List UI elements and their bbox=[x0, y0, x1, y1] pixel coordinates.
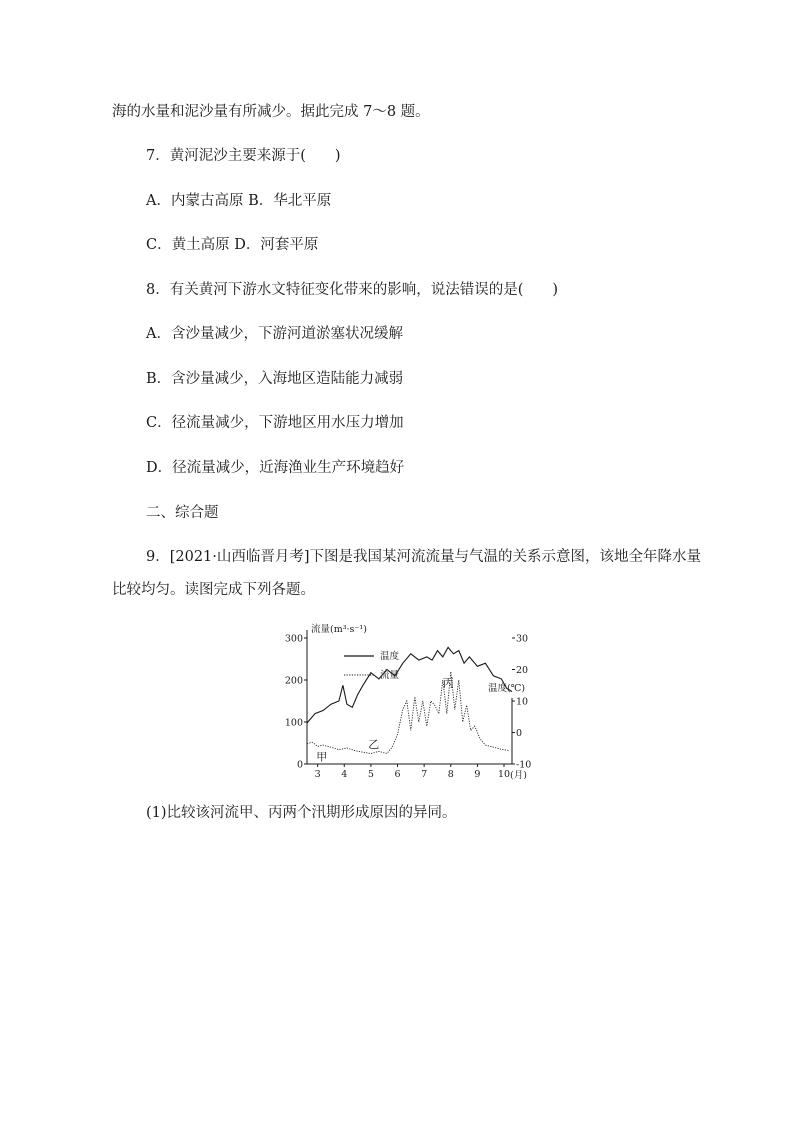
legend-label-flow: 流量 bbox=[380, 670, 400, 681]
x-tick-label: 3 bbox=[314, 769, 321, 780]
right-tick-label: 0 bbox=[516, 728, 523, 739]
x-axis-unit: (月) bbox=[510, 770, 527, 781]
x-tick-label: 10 bbox=[497, 769, 511, 780]
right-tick-label: 30 bbox=[516, 633, 529, 645]
question-8-option-a: A．含沙量减少，下游河道淤塞状况缓解 bbox=[146, 326, 403, 342]
x-tick-label: 7 bbox=[421, 769, 428, 780]
left-axis-ticks bbox=[285, 634, 307, 771]
left-axis-label: 流量(m³·s⁻¹) bbox=[311, 624, 367, 635]
right-axis-ticks bbox=[512, 634, 531, 771]
flow-temperature-chart bbox=[270, 618, 536, 784]
annotation-bing: 丙 bbox=[442, 676, 454, 690]
question-9-stem-line-1: 9．[2021·山西临晋月考]下图是我国某河流流量与气温的关系示意图，该地全年降水量 bbox=[146, 549, 702, 565]
annotation-yi: 乙 bbox=[368, 738, 380, 751]
series-line-temperature bbox=[307, 647, 512, 723]
question-9-sub-1: (1)比较该河流甲、丙两个汛期形成原因的异同。 bbox=[146, 805, 457, 821]
left-tick-label: 200 bbox=[284, 675, 303, 687]
right-tick-label: -10 bbox=[516, 759, 532, 771]
right-tick-label: 10 bbox=[516, 696, 529, 708]
right-tick-label: 20 bbox=[516, 665, 529, 676]
left-tick-label: 100 bbox=[284, 717, 303, 729]
x-tick-label: 9 bbox=[474, 769, 481, 780]
legend-label-temperature: 温度 bbox=[380, 651, 400, 662]
series-line-flow bbox=[307, 672, 509, 754]
x-axis-ticks bbox=[315, 764, 510, 780]
annotation-jia: 甲 bbox=[316, 750, 328, 764]
question-8-option-d: D．径流量减少，近海渔业生产环境趋好 bbox=[146, 460, 405, 476]
question-7-options-cd: C．黄土高原 D．河套平原 bbox=[146, 237, 319, 253]
x-tick-label: 4 bbox=[341, 769, 348, 780]
question-8-option-c: C．径流量减少，下游地区用水压力增加 bbox=[146, 415, 404, 431]
left-tick-label: 0 bbox=[296, 759, 303, 771]
question-8-stem: 8．有关黄河下游水文特征变化带来的影响，说法错误的是( ) bbox=[146, 282, 559, 298]
x-tick-label: 6 bbox=[394, 769, 401, 780]
question-7-options-ab: A．内蒙古高原 B．华北平原 bbox=[146, 193, 332, 209]
x-tick-label: 5 bbox=[367, 769, 374, 780]
right-axis-label: 温度(℃) bbox=[488, 683, 526, 694]
question-8-option-b: B．含沙量减少，入海地区造陆能力减弱 bbox=[146, 371, 404, 387]
intro-text-tail: 海的水量和泥沙量有所减少。据此完成 7～8 题。 bbox=[112, 104, 430, 120]
x-tick-label: 8 bbox=[447, 769, 454, 780]
question-7-stem: 7．黄河泥沙主要来源于( ) bbox=[146, 148, 341, 164]
left-tick-label: 300 bbox=[284, 633, 303, 645]
question-9-stem-line-2: 比较均匀。读图完成下列各题。 bbox=[112, 582, 315, 598]
section-title: 二、综合题 bbox=[146, 505, 219, 521]
